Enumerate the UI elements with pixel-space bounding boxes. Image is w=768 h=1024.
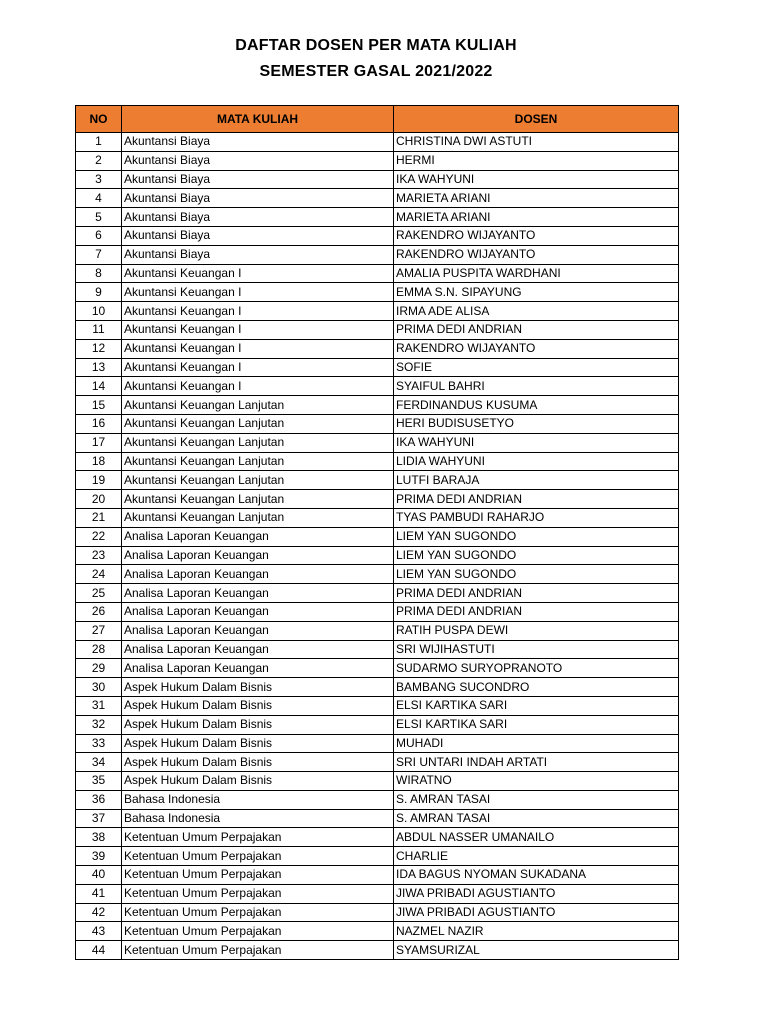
course-name: Akuntansi Keuangan I — [122, 358, 394, 377]
lecturer-name: PRIMA DEDI ANDRIAN — [394, 584, 679, 603]
course-name: Akuntansi Biaya — [122, 208, 394, 227]
row-number: 6 — [76, 226, 122, 245]
course-name: Ketentuan Umum Perpajakan — [122, 828, 394, 847]
row-number: 18 — [76, 452, 122, 471]
lecturer-name: NAZMEL NAZIR — [394, 922, 679, 941]
row-number: 23 — [76, 546, 122, 565]
lecturer-name: RAKENDRO WIJAYANTO — [394, 226, 679, 245]
table-row — [76, 358, 679, 377]
table-row — [76, 809, 679, 828]
row-number: 26 — [76, 602, 122, 621]
table-row — [76, 377, 679, 396]
course-name: Akuntansi Biaya — [122, 189, 394, 208]
row-number: 10 — [76, 302, 122, 321]
course-name: Akuntansi Keuangan Lanjutan — [122, 508, 394, 527]
table-row — [76, 226, 679, 245]
course-name: Aspek Hukum Dalam Bisnis — [122, 696, 394, 715]
row-number: 12 — [76, 339, 122, 358]
row-number: 36 — [76, 790, 122, 809]
table-row — [76, 433, 679, 452]
course-name: Akuntansi Keuangan I — [122, 339, 394, 358]
table-header-row — [76, 106, 679, 133]
lecturer-name: SYAIFUL BAHRI — [394, 377, 679, 396]
table-row — [76, 283, 679, 302]
row-number: 20 — [76, 490, 122, 509]
lecturer-name: JIWA PRIBADI AGUSTIANTO — [394, 903, 679, 922]
course-name: Akuntansi Keuangan I — [122, 377, 394, 396]
row-number: 22 — [76, 527, 122, 546]
table-row — [76, 847, 679, 866]
lecturer-name: LIEM YAN SUGONDO — [394, 527, 679, 546]
row-number: 1 — [76, 133, 122, 152]
course-name: Akuntansi Keuangan I — [122, 283, 394, 302]
table-row — [76, 208, 679, 227]
row-number: 13 — [76, 358, 122, 377]
course-name: Ketentuan Umum Perpajakan — [122, 903, 394, 922]
lecturer-name: PRIMA DEDI ANDRIAN — [394, 490, 679, 509]
table-row — [76, 471, 679, 490]
lecturer-name: MARIETA ARIANI — [394, 208, 679, 227]
course-name: Akuntansi Biaya — [122, 226, 394, 245]
row-number: 14 — [76, 377, 122, 396]
table-row — [76, 922, 679, 941]
row-number: 35 — [76, 772, 122, 791]
course-name: Aspek Hukum Dalam Bisnis — [122, 753, 394, 772]
row-number: 30 — [76, 678, 122, 697]
table-row — [76, 903, 679, 922]
course-name: Akuntansi Keuangan Lanjutan — [122, 396, 394, 415]
table-row — [76, 264, 679, 283]
table-row — [76, 640, 679, 659]
lecturer-name: AMALIA PUSPITA WARDHANI — [394, 264, 679, 283]
row-number: 2 — [76, 151, 122, 170]
row-number: 29 — [76, 659, 122, 678]
lecturer-name: SYAMSURIZAL — [394, 941, 679, 960]
table-row — [76, 546, 679, 565]
table-row — [76, 396, 679, 415]
lecturer-name: ELSI KARTIKA SARI — [394, 715, 679, 734]
table-row — [76, 151, 679, 170]
lecturer-name: RAKENDRO WIJAYANTO — [394, 245, 679, 264]
lecturer-name: FERDINANDUS KUSUMA — [394, 396, 679, 415]
course-name: Bahasa Indonesia — [122, 790, 394, 809]
table-row — [76, 508, 679, 527]
row-number: 3 — [76, 170, 122, 189]
course-name: Aspek Hukum Dalam Bisnis — [122, 678, 394, 697]
lecturer-name: CHRISTINA DWI ASTUTI — [394, 133, 679, 152]
table-row — [76, 941, 679, 960]
table-row — [76, 490, 679, 509]
row-number: 43 — [76, 922, 122, 941]
column-header-dosen: DOSEN — [394, 106, 679, 133]
course-name: Ketentuan Umum Perpajakan — [122, 866, 394, 885]
table-row — [76, 527, 679, 546]
row-number: 42 — [76, 903, 122, 922]
lecturer-name: SRI UNTARI INDAH ARTATI — [394, 753, 679, 772]
row-number: 24 — [76, 565, 122, 584]
row-number: 25 — [76, 584, 122, 603]
course-name: Aspek Hukum Dalam Bisnis — [122, 734, 394, 753]
course-name: Akuntansi Keuangan I — [122, 302, 394, 321]
row-number: 27 — [76, 621, 122, 640]
course-name: Akuntansi Biaya — [122, 133, 394, 152]
course-name: Analisa Laporan Keuangan — [122, 565, 394, 584]
lecturer-name: SUDARMO SURYOPRANOTO — [394, 659, 679, 678]
row-number: 7 — [76, 245, 122, 264]
table-row — [76, 866, 679, 885]
lecturer-name: RATIH PUSPA DEWI — [394, 621, 679, 640]
lecturer-name: WIRATNO — [394, 772, 679, 791]
lecturer-name: BAMBANG SUCONDRO — [394, 678, 679, 697]
table-row — [76, 414, 679, 433]
lecturer-name: S. AMRAN TASAI — [394, 809, 679, 828]
table-row — [76, 133, 679, 152]
course-name: Ketentuan Umum Perpajakan — [122, 884, 394, 903]
row-number: 44 — [76, 941, 122, 960]
row-number: 33 — [76, 734, 122, 753]
row-number: 32 — [76, 715, 122, 734]
table-row — [76, 884, 679, 903]
lecturer-name: CHARLIE — [394, 847, 679, 866]
lecturer-name: HERMI — [394, 151, 679, 170]
course-name: Akuntansi Keuangan I — [122, 264, 394, 283]
course-name: Analisa Laporan Keuangan — [122, 527, 394, 546]
row-number: 5 — [76, 208, 122, 227]
course-name: Aspek Hukum Dalam Bisnis — [122, 715, 394, 734]
row-number: 28 — [76, 640, 122, 659]
lecturer-name: MARIETA ARIANI — [394, 189, 679, 208]
column-header-mata-kuliah: MATA KULIAH — [122, 106, 394, 133]
table-row — [76, 189, 679, 208]
row-number: 34 — [76, 753, 122, 772]
course-name: Akuntansi Keuangan Lanjutan — [122, 490, 394, 509]
course-name: Aspek Hukum Dalam Bisnis — [122, 772, 394, 791]
lecturer-table — [75, 105, 679, 960]
document-subtitle: SEMESTER GASAL 2021/2022 — [259, 63, 493, 80]
row-number: 16 — [76, 414, 122, 433]
row-number: 19 — [76, 471, 122, 490]
table-row — [76, 320, 679, 339]
table-row — [76, 584, 679, 603]
course-name: Akuntansi Keuangan I — [122, 320, 394, 339]
lecturer-name: IDA BAGUS NYOMAN SUKADANA — [394, 866, 679, 885]
table-row — [76, 734, 679, 753]
lecturer-name: TYAS PAMBUDI RAHARJO — [394, 508, 679, 527]
course-name: Ketentuan Umum Perpajakan — [122, 941, 394, 960]
table-row — [76, 753, 679, 772]
course-name: Analisa Laporan Keuangan — [122, 546, 394, 565]
lecturer-name: MUHADI — [394, 734, 679, 753]
row-number: 39 — [76, 847, 122, 866]
course-name: Akuntansi Biaya — [122, 170, 394, 189]
row-number: 9 — [76, 283, 122, 302]
row-number: 4 — [76, 189, 122, 208]
table-row — [76, 772, 679, 791]
lecturer-name: LIDIA WAHYUNI — [394, 452, 679, 471]
course-name: Bahasa Indonesia — [122, 809, 394, 828]
lecturer-name: SOFIE — [394, 358, 679, 377]
row-number: 38 — [76, 828, 122, 847]
lecturer-name: IRMA ADE ALISA — [394, 302, 679, 321]
row-number: 21 — [76, 508, 122, 527]
course-name: Analisa Laporan Keuangan — [122, 640, 394, 659]
lecturer-name: HERI BUDISUSETYO — [394, 414, 679, 433]
lecturer-name: ABDUL NASSER UMANAILO — [394, 828, 679, 847]
lecturer-name: EMMA S.N. SIPAYUNG — [394, 283, 679, 302]
course-name: Akuntansi Biaya — [122, 245, 394, 264]
course-name: Akuntansi Keuangan Lanjutan — [122, 452, 394, 471]
lecturer-name: LIEM YAN SUGONDO — [394, 565, 679, 584]
course-name: Akuntansi Biaya — [122, 151, 394, 170]
row-number: 37 — [76, 809, 122, 828]
course-name: Ketentuan Umum Perpajakan — [122, 922, 394, 941]
lecturer-name: LUTFI BARAJA — [394, 471, 679, 490]
lecturer-name: IKA WAHYUNI — [394, 433, 679, 452]
row-number: 40 — [76, 866, 122, 885]
course-name: Akuntansi Keuangan Lanjutan — [122, 433, 394, 452]
lecturer-name: LIEM YAN SUGONDO — [394, 546, 679, 565]
table-row — [76, 621, 679, 640]
table-row — [76, 565, 679, 584]
table-row — [76, 452, 679, 471]
course-name: Akuntansi Keuangan Lanjutan — [122, 414, 394, 433]
table-row — [76, 696, 679, 715]
row-number: 11 — [76, 320, 122, 339]
course-name: Analisa Laporan Keuangan — [122, 621, 394, 640]
row-number: 41 — [76, 884, 122, 903]
lecturer-name: SRI WIJIHASTUTI — [394, 640, 679, 659]
lecturer-name: JIWA PRIBADI AGUSTIANTO — [394, 884, 679, 903]
table-row — [76, 659, 679, 678]
document-title: DAFTAR DOSEN PER MATA KULIAH — [235, 37, 517, 54]
lecturer-name: PRIMA DEDI ANDRIAN — [394, 320, 679, 339]
course-name: Analisa Laporan Keuangan — [122, 659, 394, 678]
course-name: Analisa Laporan Keuangan — [122, 602, 394, 621]
table-row — [76, 828, 679, 847]
table-row — [76, 302, 679, 321]
row-number: 17 — [76, 433, 122, 452]
table-body — [76, 133, 679, 960]
table-row — [76, 245, 679, 264]
lecturer-name: ELSI KARTIKA SARI — [394, 696, 679, 715]
course-name: Ketentuan Umum Perpajakan — [122, 847, 394, 866]
table-row — [76, 678, 679, 697]
table-row — [76, 790, 679, 809]
lecturer-name: S. AMRAN TASAI — [394, 790, 679, 809]
lecturer-name: PRIMA DEDI ANDRIAN — [394, 602, 679, 621]
course-name: Akuntansi Keuangan Lanjutan — [122, 471, 394, 490]
table-row — [76, 170, 679, 189]
table-row — [76, 602, 679, 621]
table-row — [76, 339, 679, 358]
row-number: 8 — [76, 264, 122, 283]
row-number: 31 — [76, 696, 122, 715]
column-header-no: NO — [76, 106, 122, 133]
lecturer-name: IKA WAHYUNI — [394, 170, 679, 189]
table-row — [76, 715, 679, 734]
row-number: 15 — [76, 396, 122, 415]
lecturer-name: RAKENDRO WIJAYANTO — [394, 339, 679, 358]
course-name: Analisa Laporan Keuangan — [122, 584, 394, 603]
